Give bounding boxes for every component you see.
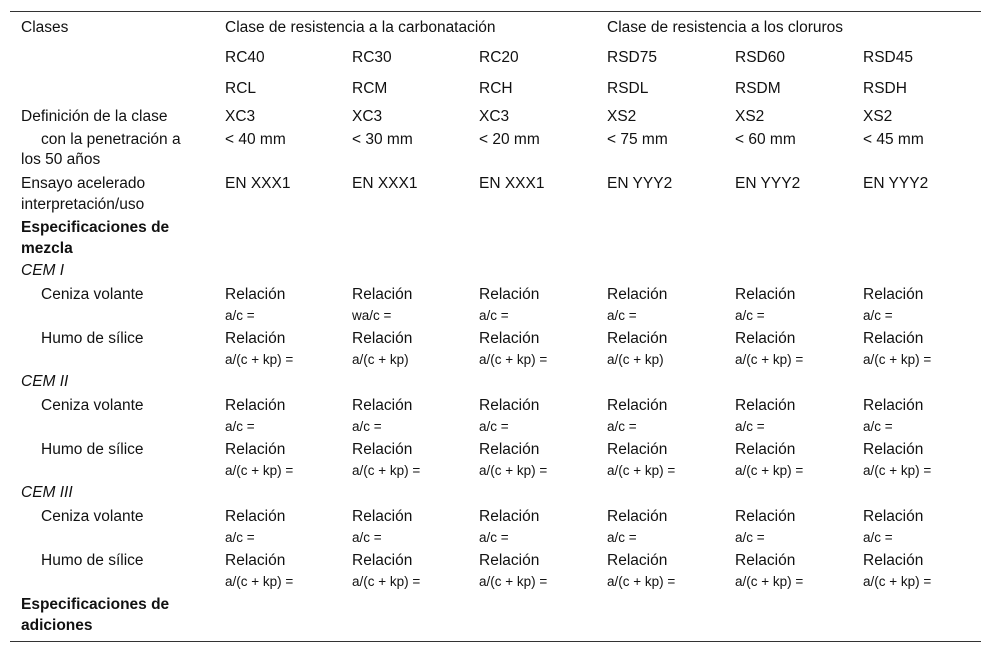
ratio-formula: a/c = xyxy=(352,419,382,434)
class-code-alt: RSDH xyxy=(863,80,907,97)
ratio-formula: a/c = xyxy=(863,419,893,434)
ratio-label: Relación xyxy=(479,397,540,414)
exposure-class: XS2 xyxy=(735,108,765,125)
header-clases: Clases xyxy=(21,19,69,36)
ratio-label: Relación xyxy=(863,330,924,347)
ratio-formula: a/(c + kp) xyxy=(352,352,409,367)
ratio-label: Relación xyxy=(735,397,796,414)
class-code: RSD45 xyxy=(863,49,913,66)
ratio-formula: a/c = xyxy=(225,308,255,323)
ratio-formula: a/(c + kp) = xyxy=(225,352,294,367)
ratio-label: Relación xyxy=(352,552,413,569)
ratio-formula: a/c = xyxy=(863,530,893,545)
ratio-formula: a/(c + kp) = xyxy=(735,463,804,478)
ratio-label: Relación xyxy=(225,508,286,525)
class-code: RC20 xyxy=(479,49,519,66)
ratio-formula: a/(c + kp) = xyxy=(225,574,294,589)
test-standard: EN XXX1 xyxy=(352,175,418,192)
ratio-formula: a/c = xyxy=(607,419,637,434)
penetration-value: < 45 mm xyxy=(863,131,924,148)
addition-label: Humo de sílice xyxy=(41,441,144,458)
exposure-class: XC3 xyxy=(352,108,383,125)
penetration-value: < 40 mm xyxy=(225,131,286,148)
ratio-formula: a/c = xyxy=(352,530,382,545)
class-code: RC30 xyxy=(352,49,392,66)
ratio-formula: a/(c + kp) = xyxy=(607,574,676,589)
ratio-label: Relación xyxy=(352,330,413,347)
ratio-label: Relación xyxy=(225,286,286,303)
penetration-label-cont: los 50 años xyxy=(21,151,101,168)
mix-spec-heading: Especificaciones de xyxy=(21,219,170,236)
test-label: Ensayo acelerado xyxy=(21,175,146,192)
ratio-label: Relación xyxy=(735,441,796,458)
ratio-label: Relación xyxy=(863,508,924,525)
ratio-formula: a/(c + kp) = xyxy=(863,574,932,589)
table-bottom-rule xyxy=(10,641,981,642)
class-code-alt: RCL xyxy=(225,80,257,97)
test-standard: EN YYY2 xyxy=(863,175,929,192)
ratio-formula: a/(c + kp) = xyxy=(225,463,294,478)
ratio-label: Relación xyxy=(352,397,413,414)
ratio-formula: a/c = xyxy=(863,308,893,323)
ratio-formula: a/(c + kp) = xyxy=(863,463,932,478)
addition-label: Ceniza volante xyxy=(41,286,144,303)
ratio-label: Relación xyxy=(607,397,668,414)
ratio-label: Relación xyxy=(607,508,668,525)
ratio-label: Relación xyxy=(607,330,668,347)
header-chloride: Clase de resistencia a los cloruros xyxy=(607,19,844,36)
ratio-label: Relación xyxy=(863,441,924,458)
additions-spec-heading: Especificaciones de xyxy=(21,596,170,613)
mix-spec-heading-cont: mezcla xyxy=(21,240,73,257)
class-code-alt: RSDM xyxy=(735,80,781,97)
definition-label: Definición de la clase xyxy=(21,108,168,125)
addition-label: Humo de sílice xyxy=(41,552,144,569)
ratio-label: Relación xyxy=(479,330,540,347)
ratio-formula: a/c = xyxy=(479,419,509,434)
ratio-label: Relación xyxy=(735,552,796,569)
cement-type: CEM I xyxy=(21,262,65,279)
exposure-class: XS2 xyxy=(863,108,893,125)
ratio-formula: a/c = xyxy=(225,419,255,434)
addition-label: Ceniza volante xyxy=(41,508,144,525)
ratio-label: Relación xyxy=(352,286,413,303)
cement-type: CEM II xyxy=(21,373,69,390)
ratio-formula: a/c = xyxy=(735,419,765,434)
additions-spec-heading-cont: adiciones xyxy=(21,617,93,634)
ratio-formula: a/(c + kp) xyxy=(607,352,664,367)
class-code: RSD60 xyxy=(735,49,785,66)
exposure-class: XC3 xyxy=(225,108,256,125)
ratio-label: Relación xyxy=(863,552,924,569)
ratio-formula: a/(c + kp) = xyxy=(863,352,932,367)
test-standard: EN YYY2 xyxy=(735,175,801,192)
class-code-alt: RSDL xyxy=(607,80,649,97)
penetration-value: < 20 mm xyxy=(479,131,540,148)
penetration-value: < 75 mm xyxy=(607,131,668,148)
ratio-formula: a/c = xyxy=(479,308,509,323)
ratio-label: Relación xyxy=(479,286,540,303)
ratio-formula: a/c = xyxy=(607,530,637,545)
penetration-value: < 60 mm xyxy=(735,131,796,148)
ratio-label: Relación xyxy=(607,552,668,569)
ratio-formula: a/(c + kp) = xyxy=(479,574,548,589)
header-carbonation: Clase de resistencia a la carbonatación xyxy=(225,19,496,36)
test-standard: EN XXX1 xyxy=(479,175,545,192)
ratio-label: Relación xyxy=(225,552,286,569)
ratio-label: Relación xyxy=(735,286,796,303)
ratio-label: Relación xyxy=(863,397,924,414)
ratio-formula: a/c = xyxy=(735,530,765,545)
ratio-label: Relación xyxy=(735,330,796,347)
ratio-label: Relación xyxy=(352,441,413,458)
penetration-value: < 30 mm xyxy=(352,131,413,148)
ratio-label: Relación xyxy=(479,552,540,569)
ratio-formula: wa/c = xyxy=(352,308,392,323)
ratio-label: Relación xyxy=(607,441,668,458)
ratio-formula: a/(c + kp) = xyxy=(607,463,676,478)
class-code: RC40 xyxy=(225,49,265,66)
ratio-label: Relación xyxy=(225,441,286,458)
ratio-formula: a/c = xyxy=(735,308,765,323)
table-top-rule xyxy=(10,11,981,12)
exposure-class: XC3 xyxy=(479,108,510,125)
cement-type: CEM III xyxy=(21,484,73,501)
ratio-formula: a/(c + kp) = xyxy=(735,352,804,367)
ratio-formula: a/c = xyxy=(225,530,255,545)
ratio-label: Relación xyxy=(863,286,924,303)
ratio-formula: a/c = xyxy=(479,530,509,545)
addition-label: Humo de sílice xyxy=(41,330,144,347)
ratio-label: Relación xyxy=(352,508,413,525)
class-code-alt: RCH xyxy=(479,80,513,97)
exposure-class: XS2 xyxy=(607,108,637,125)
penetration-label: con la penetración a xyxy=(41,131,181,148)
ratio-formula: a/(c + kp) = xyxy=(479,352,548,367)
ratio-label: Relación xyxy=(225,330,286,347)
ratio-label: Relación xyxy=(479,441,540,458)
ratio-label: Relación xyxy=(479,508,540,525)
class-code-alt: RCM xyxy=(352,80,388,97)
class-code: RSD75 xyxy=(607,49,657,66)
test-standard: EN XXX1 xyxy=(225,175,291,192)
ratio-label: Relación xyxy=(735,508,796,525)
ratio-label: Relación xyxy=(607,286,668,303)
ratio-formula: a/(c + kp) = xyxy=(352,574,421,589)
ratio-label: Relación xyxy=(225,397,286,414)
ratio-formula: a/(c + kp) = xyxy=(735,574,804,589)
test-label-cont: interpretación/uso xyxy=(21,196,145,213)
addition-label: Ceniza volante xyxy=(41,397,144,414)
ratio-formula: a/(c + kp) = xyxy=(479,463,548,478)
ratio-formula: a/(c + kp) = xyxy=(352,463,421,478)
ratio-formula: a/c = xyxy=(607,308,637,323)
test-standard: EN YYY2 xyxy=(607,175,673,192)
